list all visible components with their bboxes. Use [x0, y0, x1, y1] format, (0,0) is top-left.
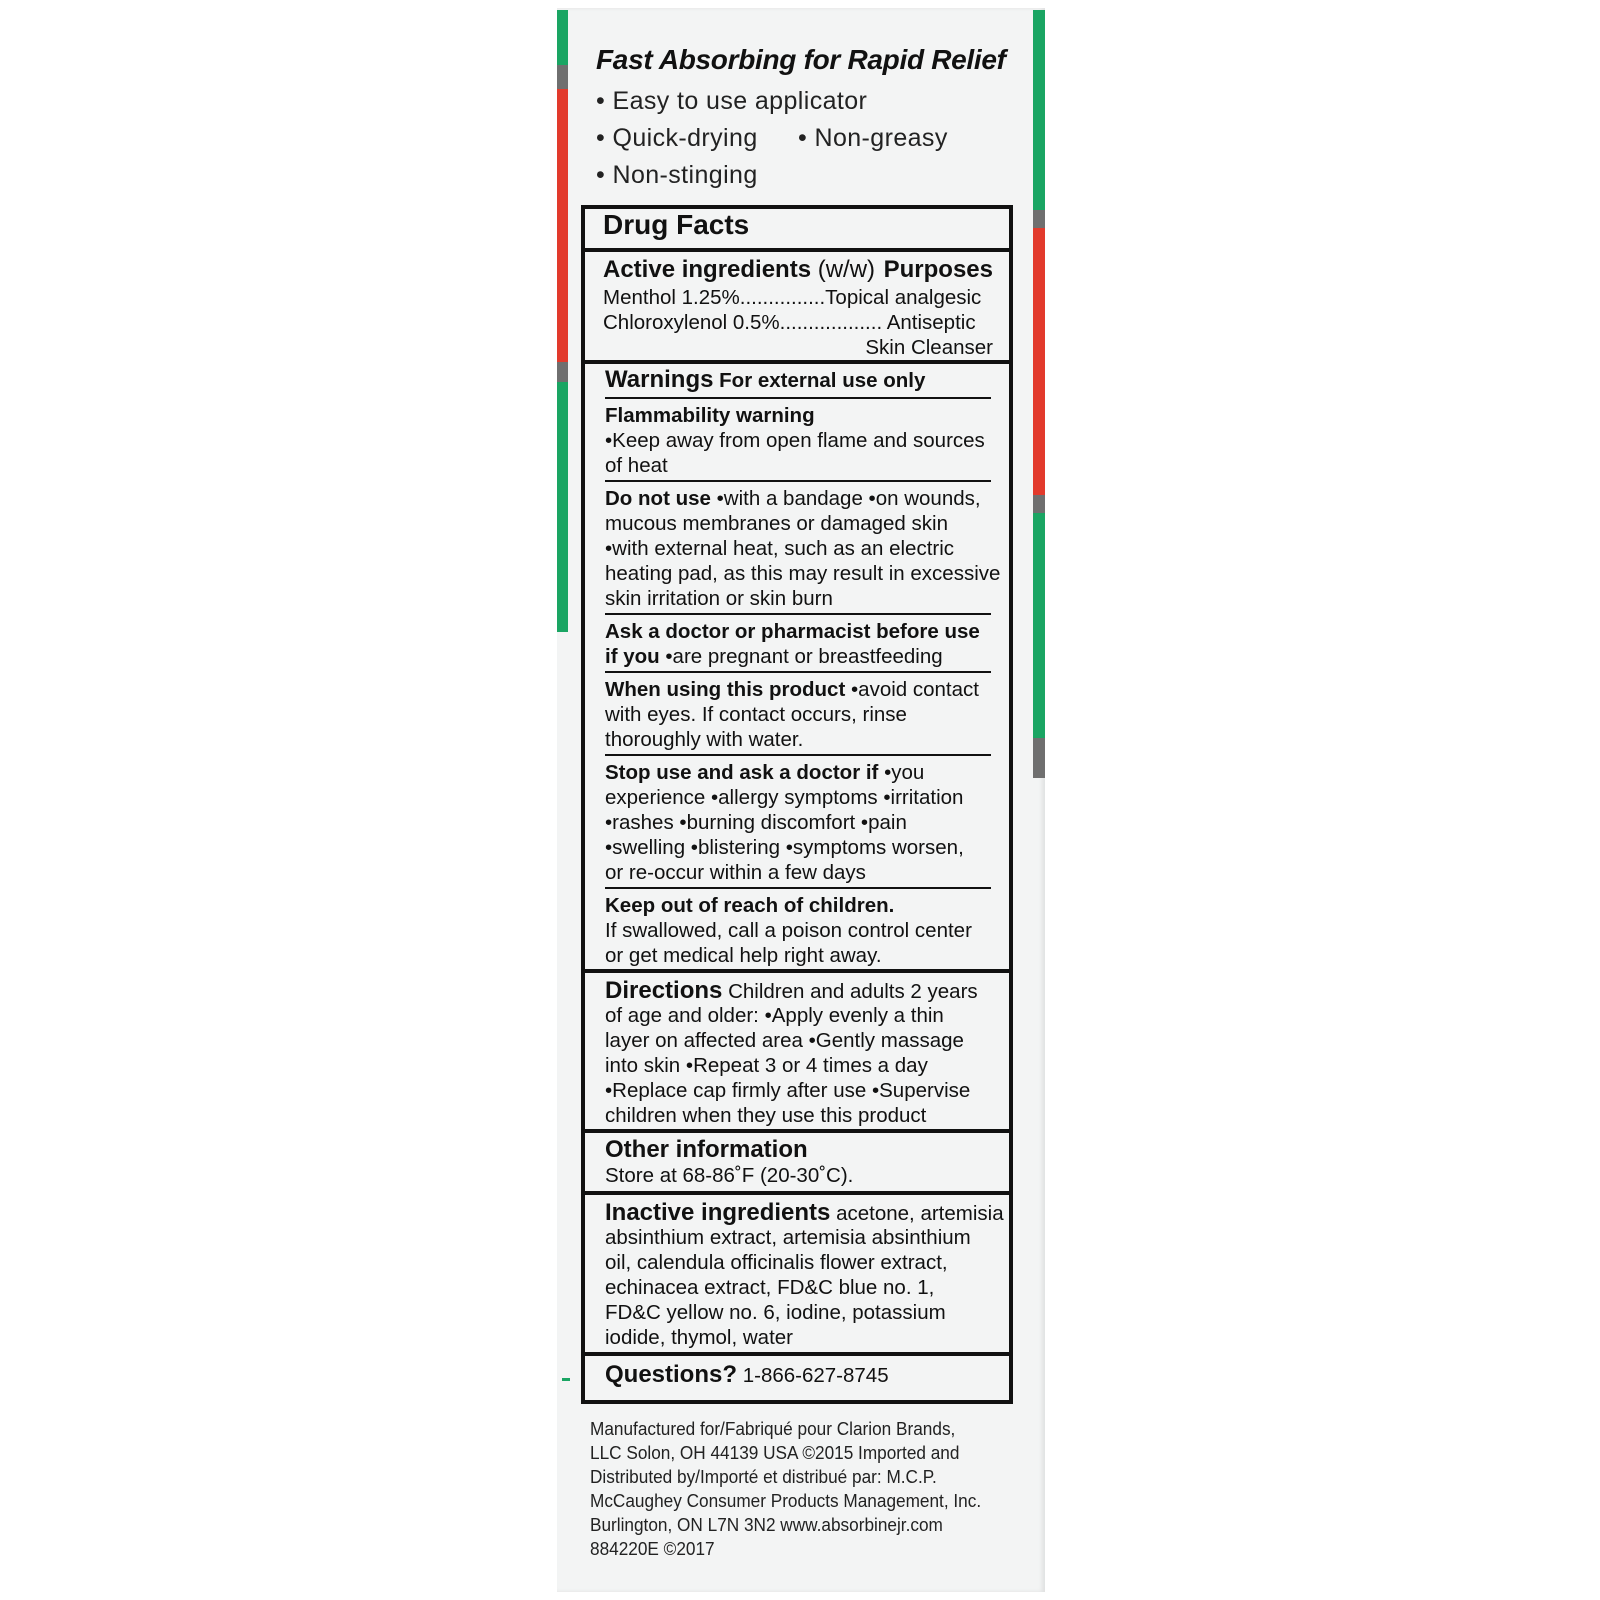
warnings-subheading: For external use only — [719, 369, 926, 392]
warning-text: mucous membranes or damaged skin — [605, 512, 948, 535]
green-stripe — [1033, 513, 1045, 738]
stop-use-line — [605, 761, 924, 786]
active-ingredients-header — [603, 258, 875, 283]
directions-text: Children and adults 2 years — [728, 980, 978, 1003]
warnings-header — [605, 368, 925, 394]
feature-bullet: • Easy to use applicator — [596, 87, 868, 115]
keep-out-heading: Keep out of reach of children. — [605, 894, 895, 917]
other-information-heading: Other information — [605, 1136, 808, 1163]
ask-doctor-line — [605, 645, 943, 670]
warning-text: heating pad, as this may result in excessive — [605, 562, 1001, 585]
warning-text: •with external heat, such as an electric — [605, 537, 955, 560]
manufacturer-text: Manufactured for/Fabriqué pour Clarion Brands, — [590, 1418, 956, 1439]
warning-text: •avoid contact — [851, 678, 979, 701]
directions-line — [605, 979, 978, 1005]
inactive-ingredients-heading: Inactive ingredients — [605, 1199, 831, 1226]
gray-stripe — [557, 362, 568, 382]
inactive-ingredients-text: echinacea extract, FD&C blue no. 1, — [605, 1276, 935, 1299]
ingredient-row: Chloroxylenol 0.5%.................. Antiseptic — [603, 311, 976, 334]
red-stripe — [557, 89, 568, 362]
questions-phone: 1-866-627-8745 — [742, 1364, 889, 1387]
inactive-ingredients-text: iodide, thymol, water — [605, 1326, 794, 1349]
warning-text: skin irritation or skin burn — [605, 587, 833, 610]
questions-heading: Questions? — [605, 1361, 738, 1388]
gray-stripe — [557, 65, 568, 89]
active-ingredients-unit: (w/w) — [817, 256, 876, 283]
warning-text: thoroughly with water. — [605, 728, 804, 751]
other-information-text: Store at 68-86˚F (20-30˚C). — [605, 1164, 854, 1187]
warning-text: •you — [884, 761, 925, 784]
gray-stripe — [1033, 210, 1045, 228]
directions-text: layer on affected area •Gently massage — [605, 1029, 964, 1052]
directions-text: children when they use this product — [605, 1104, 927, 1127]
divider — [605, 397, 991, 399]
inactive-ingredients-text: absinthium extract, artemisia absinthium — [605, 1226, 971, 1249]
green-mark — [562, 1378, 570, 1381]
gray-stripe — [1033, 738, 1045, 778]
do-not-use-heading: Do not use — [605, 487, 711, 510]
green-stripe — [557, 10, 568, 65]
warnings-heading: Warnings — [605, 366, 714, 393]
warning-text: with eyes. If contact occurs, rinse — [605, 703, 907, 726]
divider — [605, 480, 991, 482]
flammability-heading: Flammability warning — [605, 404, 815, 427]
ask-doctor-heading: if you — [605, 645, 660, 668]
drug-facts-panel — [581, 205, 1013, 1404]
manufacturer-text: LLC Solon, OH 44139 USA ©2015 Imported and — [590, 1442, 960, 1463]
feature-bullet: • Non-greasy — [798, 124, 948, 152]
warning-text: or re-occur within a few days — [605, 861, 866, 884]
feature-text: Easy to use applicator — [612, 87, 868, 115]
manufacturer-text: McCaughey Consumer Products Management, Inc. — [590, 1490, 982, 1511]
warning-text: If swallowed, call a poison control center — [605, 919, 972, 942]
divider — [585, 1191, 1009, 1195]
feature-text: Non-stinging — [612, 161, 758, 189]
divider — [585, 1129, 1009, 1133]
divider — [585, 360, 1009, 364]
stop-use-heading: Stop use and ask a doctor if — [605, 761, 879, 784]
ingredient-row: Skin Cleanser — [865, 336, 993, 359]
warning-text: •swelling •blistering •symptoms worsen, — [605, 836, 964, 859]
directions-text: of age and older: •Apply evenly a thin — [605, 1004, 944, 1027]
feature-bullet: • Quick-drying — [596, 124, 758, 152]
divider — [585, 1352, 1009, 1356]
warning-text: •rashes •burning discomfort •pain — [605, 811, 907, 834]
warning-text: or get medical help right away. — [605, 944, 882, 967]
divider — [605, 754, 991, 756]
divider — [605, 887, 991, 889]
questions-line — [605, 1363, 889, 1389]
divider — [605, 613, 991, 615]
feature-bullet: • Non-stinging — [596, 161, 758, 189]
ask-doctor-heading: Ask a doctor or pharmacist before use — [605, 620, 980, 643]
warning-text: of heat — [605, 454, 668, 477]
gray-stripe — [1033, 495, 1045, 513]
directions-text: into skin •Repeat 3 or 4 times a day — [605, 1054, 928, 1077]
warning-text: •are pregnant or breastfeeding — [665, 645, 943, 668]
warning-text: •Keep away from open flame and sources — [605, 429, 985, 452]
divider — [585, 969, 1009, 973]
green-stripe — [1033, 10, 1045, 210]
red-stripe — [1033, 228, 1045, 495]
warning-text: •with a bandage •on wounds, — [716, 487, 981, 510]
active-ingredients-heading: Active ingredients — [603, 256, 812, 283]
inactive-ingredients-text: FD&C yellow no. 6, iodine, potassium — [605, 1301, 946, 1324]
when-using-heading: When using this product — [605, 678, 846, 701]
purposes-heading: Purposes — [883, 256, 993, 283]
green-stripe — [557, 382, 568, 632]
divider — [585, 248, 1009, 252]
ingredient-row: Menthol 1.25%...............Topical analgesic — [603, 286, 982, 309]
directions-heading: Directions — [605, 977, 723, 1004]
directions-text: •Replace cap firmly after use •Supervise — [605, 1079, 971, 1102]
inactive-ingredients-text: acetone, artemisia — [836, 1202, 1004, 1225]
warning-text: experience •allergy symptoms •irritation — [605, 786, 964, 809]
feature-text: Quick-drying — [612, 124, 758, 152]
divider — [605, 671, 991, 673]
when-using-line — [605, 678, 979, 703]
manufacturer-text: Burlington, ON L7N 3N2 www.absorbinejr.com — [590, 1514, 943, 1535]
inactive-ingredients-text: oil, calendula officinalis flower extract, — [605, 1251, 948, 1274]
headline: Fast Absorbing for Rapid Relief — [596, 44, 1006, 75]
manufacturer-text: Distributed by/Importé et distribué par: M.C.P. — [590, 1466, 937, 1487]
inactive-ingredients-line — [605, 1201, 1004, 1227]
manufacturer-text: 884220E ©2017 — [590, 1538, 715, 1559]
drug-facts-title: Drug Facts — [603, 209, 750, 240]
feature-text: Non-greasy — [814, 124, 948, 152]
do-not-use-line — [605, 487, 981, 512]
